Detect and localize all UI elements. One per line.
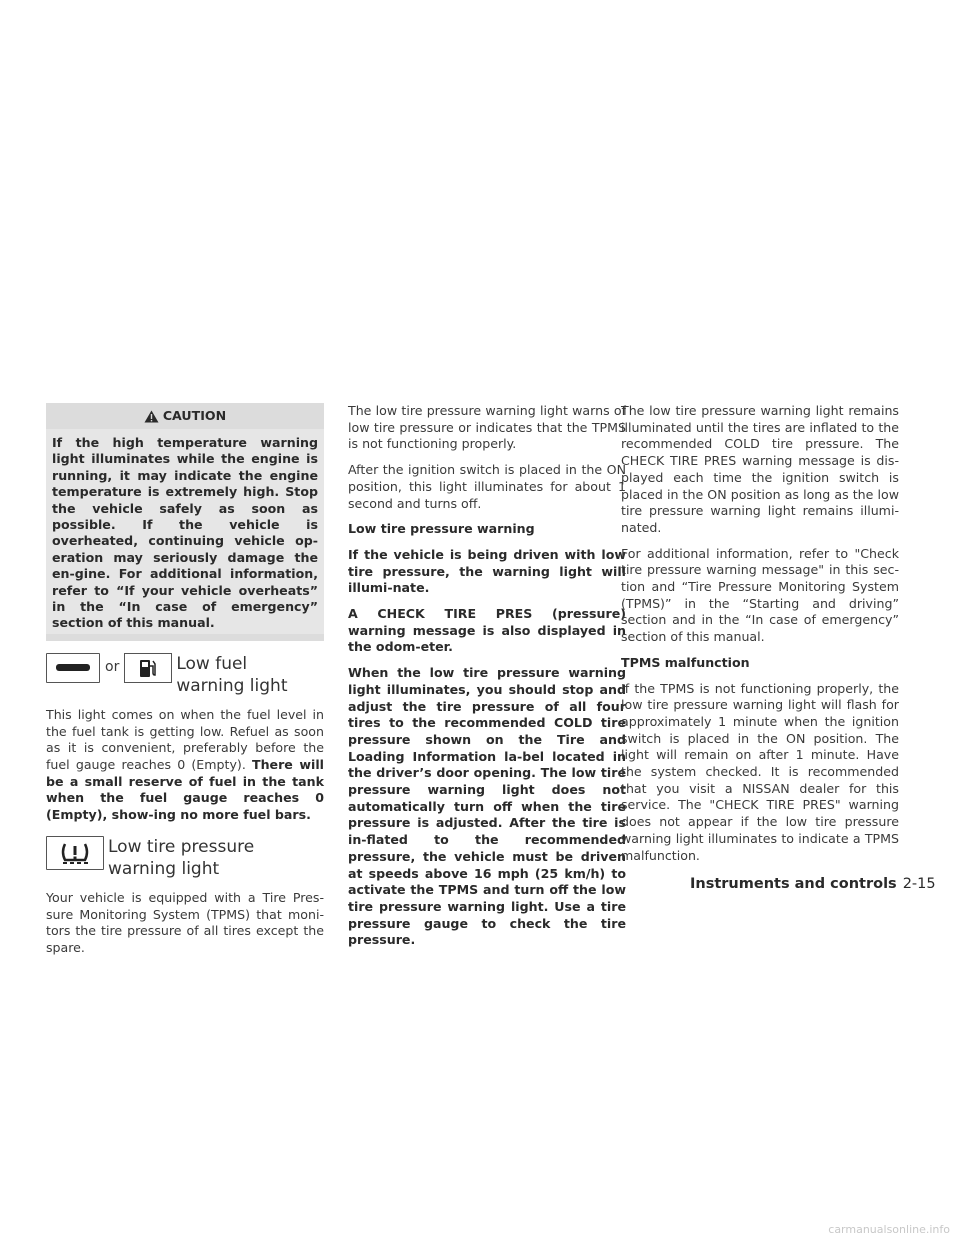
tpms-malfunction-heading: TPMS malfunction [621,654,750,670]
tire-bold-3: When the low tire pressure warning light illuminates, you should stop and adjust the tire pressure of all four tires to the recommended COLD tire pressure shown on the Tire and Loading Information la-bel located in the driver’s door opening. The low tire pressure warning light does not automatically turn off when the tire pressure is adjusted. After the tire is in-flated to the recommended pressure, the vehicle must be driven at speeds above 16 mph (25 km/h) to activate the TPMS and turn off the low tire pressure warning light. Use a tire pressure gauge to check the tire pressure. [348,665,626,948]
low-fuel-paragraph: This light comes on when the fuel level in the fuel tank is getting low. Refuel as soon as it is convenient, preferably before the fuel gauge reaches 0 (Empty). There will be a small reserve of fuel in the tank when the fuel gauge reaches 0 (Empty), show-ing no more fuel bars. [46,706,324,823]
tire-paragraph-6: If the TPMS is not functioning properly, the low tire pressure warning light will flash for approximately 1 minute when the ignition switch is placed in the ON position. The light will remain on after 1 minute. Have the system checked. It is recommended that you visit a NISSAN dealer for this service. The "CHECK TIRE PRES" warning does not appear if the low tire pressure warning light illuminates to indicate a TPMS malfunction. [621,680,899,863]
fuel-pump-icon [124,653,172,683]
tire-paragraph-2: The low tire pressure warning light warns of low tire pressure or indicates that the TPMS is not functioning properly. [348,403,626,452]
column-3 [621,403,899,873]
footer-section: Instruments and controls [690,876,897,892]
warning-triangle-icon [144,410,159,423]
footer-page-number: 2-15 [902,876,936,892]
tire-pressure-heading [46,836,324,880]
tire-paragraph-3: After the ignition switch is placed in the ON position, this light illuminates for about 1 second and turns off. [348,462,626,511]
tire-paragraph-4: The low tire pressure warning light remains illuminated until the tires are inflated to the recommended COLD tire pressure. The CHECK TIRE PRES warning message is dis-played each time the ignition switch is placed in the ON position as long as the low tire pressure warning light remains illumi-nated. [621,403,899,535]
watermark: carmanualsonline.info [828,1223,950,1236]
low-fuel-title: Low fuel warning light [176,653,288,696]
caution-header [51,403,319,429]
or-text: or [105,658,120,675]
tire-paragraph-1: Your vehicle is equipped with a Tire Pres-sure Monitoring System (TPMS) that moni-tors the tire pressure of all tires except the spare. [46,889,324,955]
tire-bold-1: If the vehicle is being driven with low tire pressure, the warning light will illumi-nate. [348,546,626,596]
tire-bold-2: A CHECK TIRE PRES (pressure) warning message is also displayed in the odom-eter. [348,606,626,655]
tire-pressure-icon [46,836,104,870]
tire-paragraph-5: For additional information, refer to "Check tire pressure warning message" in this sec-tion and “Tire Pressure Monitoring System (TPMS)” in the “Starting and driving” section and in the “In case of emergency” section of this manual. [621,545,899,645]
page-footer [690,876,936,892]
caution-box [46,403,324,641]
caution-text: If the high temperature warning light illuminates while the engine is running, it may indicate the engine temperature is extremely high. Stop the vehicle safely as soon as possible. If the vehicle is overheated, continuing vehicle op-eration may seriously damage the en-gine. For additional information, refer to “If your vehicle overheats” in the “In case of emergency” section of this manual. [46,429,324,634]
tire-pressure-title: Low tire pressure warning light [108,836,255,879]
low-fuel-bar-icon [46,653,100,683]
column-2 [348,403,626,958]
caution-title: CAUTION [162,407,227,423]
column-1 [46,403,324,966]
low-tire-heading: Low tire pressure warning [348,521,535,537]
low-fuel-heading [46,653,324,697]
